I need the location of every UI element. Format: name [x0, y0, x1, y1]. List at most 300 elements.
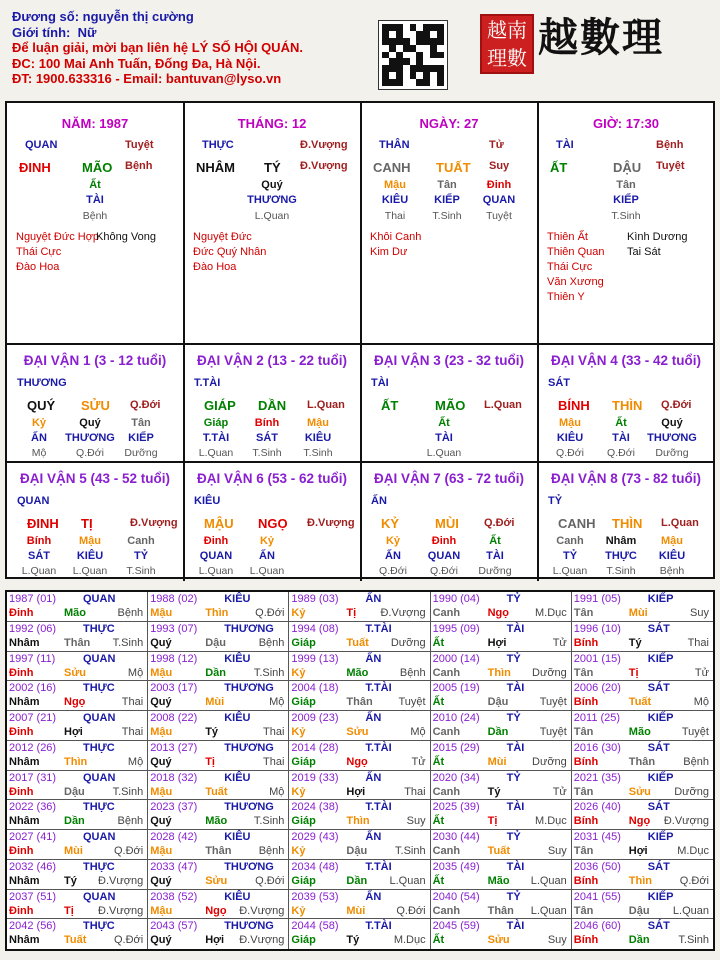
seal-char: 理 — [487, 46, 507, 70]
year-label: 1991 (05) — [573, 593, 621, 605]
pillar-top-stage: Tử — [489, 139, 504, 151]
year-god: QUAN — [83, 771, 116, 784]
dai-van-title: ĐẠI VẬN 6 (53 - 62 tuổi) — [196, 471, 348, 486]
year-cell — [7, 741, 148, 771]
star-name: Thiên Y — [547, 291, 585, 303]
pillar-stem: NHÂM — [196, 160, 235, 175]
hidden-god: THƯƠNG — [247, 194, 297, 206]
dai-van-stage: L.Quan — [307, 399, 345, 411]
dai-van-hidden-stem: Quý — [79, 417, 101, 429]
year-cell — [431, 711, 572, 741]
year-stage: L.Quan — [530, 904, 567, 917]
hidden-god: TÀI — [86, 194, 104, 206]
dai-van-branch: THÌN — [612, 398, 643, 413]
year-branch: Mùi — [487, 755, 507, 768]
dai-van-cell — [538, 463, 714, 581]
year-god: TÀI — [506, 860, 525, 873]
year-cell — [572, 890, 713, 920]
year-label: 2004 (18) — [291, 682, 339, 695]
year-stem: Canh — [432, 607, 461, 619]
year-label: 2006 (20) — [573, 682, 621, 695]
star-row — [16, 230, 156, 245]
year-stage: T.Sinh — [112, 636, 144, 649]
pillar-stem: ĐINH — [19, 160, 51, 175]
year-stem: Kỷ — [291, 607, 306, 619]
year-branch: Dậu — [487, 696, 509, 709]
dai-van-hidden-god: KIẾP — [128, 432, 154, 444]
star-name: Thái Cực — [547, 261, 593, 273]
year-branch: Tuất — [64, 934, 87, 947]
dai-van-hidden-stage: Q.Đới — [556, 447, 584, 459]
year-stem: Quý — [150, 815, 172, 828]
dai-van-cell — [361, 345, 539, 463]
pillar-branch-stage: Đ.Vượng — [300, 160, 348, 172]
year-cell — [431, 681, 572, 711]
year-stage: Dưỡng — [532, 666, 567, 679]
dai-van-hidden-stage: Mộ — [31, 447, 47, 459]
year-stem: Đinh — [9, 726, 34, 738]
year-god: KIẾP — [647, 712, 674, 724]
dai-van-hidden-stem: Bính — [254, 417, 280, 429]
year-label: 1997 (11) — [9, 652, 56, 665]
dai-van-hidden-god: SÁT — [28, 550, 50, 562]
dai-van-hidden-god: SÁT — [256, 432, 278, 444]
star-name: Thái Cực — [16, 246, 62, 258]
year-god: THƯƠNG — [224, 860, 274, 873]
year-stage: Q.Đới — [113, 845, 144, 857]
pillar-stars — [16, 230, 156, 275]
year-cell — [7, 919, 148, 949]
dai-van-god: SÁT — [548, 377, 570, 389]
year-label: 2015 (29) — [432, 741, 480, 754]
year-branch: Mão — [628, 726, 651, 738]
hidden-stem: Đinh — [486, 179, 512, 191]
year-cell — [289, 890, 430, 920]
year-cell — [7, 771, 148, 801]
year-label: 2044 (58) — [291, 920, 339, 933]
year-cell — [148, 622, 289, 652]
year-cell — [148, 830, 289, 860]
year-stem: Bính — [573, 934, 599, 947]
dai-van-cell — [184, 345, 362, 463]
year-label: 2016 (30) — [573, 741, 621, 754]
hidden-stage: Tuyệt — [486, 210, 512, 222]
year-label: 1995 (09) — [432, 622, 480, 635]
year-cell — [572, 711, 713, 741]
year-label: 1994 (08) — [291, 622, 339, 635]
year-god: KIẾP — [647, 890, 674, 903]
year-branch: Ngọ — [205, 904, 227, 917]
year-god: SÁT — [647, 920, 670, 933]
star-name: Nguyệt Đức Hợp — [16, 231, 100, 243]
year-label: 2036 (50) — [573, 860, 621, 873]
year-cell — [572, 741, 713, 771]
year-label: 2011 (25) — [573, 712, 621, 724]
year-label: 2034 (48) — [291, 860, 339, 873]
dai-van-hidden-stage: T.Sinh — [606, 565, 636, 577]
dai-van-branch: MÃO — [435, 398, 466, 413]
year-stage: Tử — [694, 666, 709, 679]
year-label: 2021 (35) — [573, 771, 621, 784]
year-god: SÁT — [647, 801, 670, 814]
year-stem: Tân — [573, 607, 594, 619]
year-god: KIÊU — [224, 771, 251, 784]
year-god: TÀI — [506, 622, 525, 635]
phone-email-line: ĐT: 1900.633316 - Email: bantuvan@lyso.vn — [12, 71, 282, 86]
year-label: 2046 (60) — [573, 920, 621, 933]
year-stem: Mậu — [150, 845, 173, 857]
year-god: KIÊU — [224, 652, 251, 665]
year-branch: Dậu — [205, 636, 226, 649]
year-god: SÁT — [647, 622, 670, 635]
pillar-title: NGÀY: 27 — [419, 116, 479, 131]
year-stage: Mộ — [127, 755, 144, 768]
year-branch: Mùi — [346, 904, 366, 917]
hidden-god: KIẾP — [434, 194, 460, 206]
year-god: THƯƠNG — [224, 801, 274, 814]
star-row — [547, 245, 661, 260]
year-label: 2019 (33) — [291, 771, 339, 784]
year-god: THƯƠNG — [224, 622, 274, 635]
year-god: QUAN — [83, 593, 116, 605]
hidden-stem: Tân — [437, 179, 457, 191]
pillar-top-god: THỰC — [202, 139, 234, 151]
dai-van-hidden-stage: T.Sinh — [303, 447, 333, 459]
dai-van-hidden-stage: T.Sinh — [126, 565, 156, 577]
year-branch: Mão — [346, 666, 369, 679]
pillar-branch: TUẤT — [436, 160, 471, 175]
star-row — [370, 230, 421, 245]
year-stage: Tử — [552, 785, 567, 798]
year-god: TÀI — [506, 920, 525, 933]
year-stem: Đinh — [9, 607, 34, 619]
hidden-stem: Mậu — [384, 179, 406, 191]
year-branch: Tị — [628, 666, 639, 679]
year-label: 2029 (43) — [291, 831, 339, 843]
pillar-stem: CANH — [373, 160, 411, 175]
year-stem: Nhâm — [9, 755, 40, 768]
year-cell — [7, 830, 148, 860]
dai-van-god: TỶ — [548, 495, 563, 507]
star-name: Đào Hoa — [16, 261, 60, 273]
year-god: T.TÀI — [365, 920, 392, 933]
year-stage: T.Sinh — [253, 815, 285, 828]
hidden-stage: T.Sinh — [432, 210, 462, 222]
year-cell — [572, 800, 713, 830]
year-label: 2024 (38) — [291, 801, 339, 814]
dai-van-title: ĐẠI VẬN 8 (73 - 82 tuổi) — [550, 471, 702, 486]
year-cell — [7, 800, 148, 830]
star-row — [193, 260, 266, 275]
year-stage: Đ.Vượng — [663, 815, 709, 828]
year-stem: Quý — [150, 636, 172, 649]
year-label: 2031 (45) — [573, 831, 621, 843]
dai-van-row-1 — [7, 343, 713, 461]
year-stage: Thai — [121, 726, 144, 738]
year-stem: Giáp — [291, 755, 316, 768]
dai-van-hidden-god: TÀI — [486, 550, 504, 562]
year-stem: Ất — [432, 696, 445, 709]
year-stage: Đ.Vượng — [98, 904, 144, 917]
dai-van-stem: ĐINH — [27, 516, 59, 531]
year-god: KIẾP — [647, 831, 674, 843]
pillar-title: NĂM: 1987 — [61, 116, 129, 131]
year-label: 2038 (52) — [150, 890, 198, 903]
year-branch: Mão — [64, 607, 86, 619]
year-cell — [289, 741, 430, 771]
hidden-god: KIẾP — [613, 194, 639, 206]
year-stage: Dưỡng — [390, 636, 426, 649]
year-branch: Thìn — [64, 755, 88, 768]
year-cell — [431, 652, 572, 682]
year-god: QUAN — [83, 831, 116, 843]
year-label: 2014 (28) — [291, 741, 339, 754]
dai-van-hidden-stage: Q.Đới — [379, 565, 407, 577]
year-god: TÀI — [506, 801, 525, 814]
year-stage: Q.Đới — [679, 874, 709, 887]
dai-van-hidden-stage: L.Quan — [249, 565, 285, 577]
year-god: KIÊU — [224, 712, 251, 724]
pillar-stars — [193, 230, 266, 275]
year-stage: Mộ — [127, 666, 144, 679]
year-branch: Hợi — [205, 934, 225, 947]
year-stage: Đ.Vượng — [98, 874, 144, 887]
year-label: 2027 (41) — [9, 831, 57, 843]
year-stage: T.Sinh — [112, 785, 144, 798]
year-cell — [7, 860, 148, 890]
year-cell — [148, 741, 289, 771]
dai-van-branch: NGỌ — [258, 516, 288, 531]
year-stem: Đinh — [9, 666, 34, 679]
year-stage: Tuyệt — [539, 726, 567, 738]
year-cell — [431, 771, 572, 801]
year-stage: Suy — [690, 607, 709, 619]
year-branch: Tị — [487, 815, 498, 828]
year-god: THỰC — [83, 682, 115, 695]
dai-van-hidden-god: ẤN — [31, 432, 47, 444]
pillar-branch: MÃO — [82, 160, 113, 175]
year-label: 1988 (02) — [150, 593, 198, 605]
year-stage: Bệnh — [683, 755, 709, 768]
dai-van-hidden-god: TÀI — [612, 432, 630, 444]
pillar-top-stage: Tuyệt — [125, 139, 154, 151]
year-branch: Sửu — [205, 874, 228, 887]
year-stem: Bính — [573, 874, 599, 887]
qr-code[interactable] — [378, 20, 448, 90]
year-label: 1992 (06) — [9, 622, 57, 635]
dai-van-god: ẤN — [371, 495, 387, 507]
year-branch: Thìn — [487, 666, 511, 679]
year-stage: Đ.Vượng — [380, 607, 426, 619]
dai-van-hidden-stem: Kỷ — [259, 535, 275, 547]
star-row — [193, 245, 266, 260]
star-name: Thiên Ất — [547, 231, 588, 243]
year-stem: Quý — [150, 755, 172, 768]
address-line: ĐC: 100 Mai Anh Tuấn, Đống Đa, Hà Nội. — [12, 55, 261, 71]
year-stage: Q.Đới — [255, 874, 285, 887]
year-god: TỶ — [506, 771, 521, 784]
year-stem: Kỷ — [291, 666, 306, 679]
year-god: TÀI — [506, 741, 525, 754]
year-cell — [7, 711, 148, 741]
year-branch: Thìn — [205, 607, 229, 619]
year-god: THƯƠNG — [224, 920, 274, 933]
dai-van-branch: MÙI — [435, 516, 459, 531]
year-stage: T.Sinh — [253, 666, 285, 679]
year-god: SÁT — [647, 860, 670, 873]
gender-value: Nữ — [77, 24, 97, 40]
dai-van-hidden-stem: Mậu — [79, 535, 101, 547]
year-cell — [7, 652, 148, 682]
dai-van-god: TÀI — [371, 377, 389, 389]
star-name: Khôi Canh — [370, 231, 422, 243]
dai-van-hidden-stage: Q.Đới — [430, 565, 458, 577]
dai-van-row-2 — [7, 461, 713, 579]
dai-van-god: T.TÀI — [194, 377, 221, 389]
year-label: 1996 (10) — [573, 622, 621, 635]
year-cell — [289, 622, 430, 652]
year-stem: Mậu — [150, 785, 173, 798]
year-stem: Đinh — [9, 904, 34, 917]
year-branch: Dần — [487, 726, 509, 738]
year-god: ẤN — [365, 890, 382, 903]
year-god: THỰC — [83, 801, 115, 814]
star-name-2: Không Vong — [96, 231, 156, 243]
dai-van-hidden-god: KIÊU — [304, 432, 332, 444]
year-cell — [572, 830, 713, 860]
dai-van-hidden-stem: Nhâm — [605, 535, 637, 547]
dai-van-cell — [184, 463, 362, 581]
star-row — [547, 290, 604, 305]
gender-label: Giới tính: — [12, 24, 71, 40]
dai-van-stage: L.Quan — [661, 517, 699, 529]
year-branch: Ngọ — [346, 755, 368, 768]
star-row — [16, 260, 99, 275]
dai-van-stem: QUÝ — [27, 398, 56, 413]
pillar-branch: TÝ — [264, 160, 281, 175]
year-god: ẤN — [365, 831, 382, 843]
year-stage: Bệnh — [258, 845, 285, 857]
dai-van-stem: BÍNH — [558, 398, 590, 413]
star-name-2: Kình Dương — [627, 231, 688, 243]
year-stage: M.Dục — [393, 934, 426, 947]
year-cell — [431, 919, 572, 949]
year-stem: Mậu — [150, 666, 173, 679]
year-stem: Mậu — [150, 607, 173, 619]
year-stage: Q.Đới — [113, 934, 144, 947]
year-branch: Tý — [628, 636, 642, 649]
dai-van-cell — [538, 345, 714, 463]
year-god: T.TÀI — [365, 860, 392, 873]
year-label: 2040 (54) — [432, 890, 480, 903]
pillar-branch: DẬU — [613, 160, 642, 175]
year-stage: Bệnh — [258, 636, 285, 649]
year-cell — [148, 681, 289, 711]
year-stem: Đinh — [9, 785, 34, 798]
year-label: 2035 (49) — [432, 860, 480, 873]
dai-van-stage: Đ.Vượng — [307, 517, 355, 529]
year-stem: Nhâm — [9, 696, 40, 709]
year-stage: T.Sinh — [678, 934, 709, 947]
year-branch: Dần — [64, 815, 85, 828]
year-cell — [572, 860, 713, 890]
star-name: Đức Quý Nhân — [193, 246, 267, 258]
year-label: 2018 (32) — [150, 771, 198, 784]
pillar-title: GIỜ: 17:30 — [592, 116, 659, 131]
dai-van-hidden-stem: Đinh — [431, 535, 457, 547]
year-stem: Kỷ — [291, 785, 306, 798]
year-stem: Tân — [573, 785, 594, 798]
year-label: 2002 (16) — [9, 682, 57, 695]
year-cell — [431, 622, 572, 652]
year-stem: Quý — [150, 934, 172, 947]
year-label: 1998 (12) — [150, 652, 198, 665]
dai-van-hidden-stem: Canh — [556, 535, 584, 547]
dai-van-branch: THÌN — [612, 516, 643, 531]
year-cell — [148, 890, 289, 920]
dai-van-hidden-stem: Ất — [615, 417, 627, 429]
star-row — [370, 245, 421, 260]
year-stage: Q.Đới — [255, 607, 285, 619]
chart-table — [5, 101, 715, 579]
year-stage: Mộ — [269, 696, 285, 709]
hidden-stem: Ất — [89, 179, 101, 191]
year-cell — [148, 771, 289, 801]
year-label: 2043 (57) — [150, 920, 198, 933]
year-stage: Bệnh — [117, 815, 144, 828]
dai-van-stem: KỶ — [381, 516, 400, 531]
pillar-branch-stage: Bệnh — [125, 160, 153, 172]
year-cell — [7, 622, 148, 652]
year-cell — [431, 830, 572, 860]
yearly-luck-grid — [5, 590, 715, 951]
year-stage: T.Sinh — [395, 845, 426, 857]
year-label: 1987 (01) — [9, 593, 57, 605]
year-cell — [148, 800, 289, 830]
year-stem: Mậu — [150, 726, 173, 738]
year-label: 2010 (24) — [432, 712, 480, 724]
dai-van-hidden-stage: Dưỡng — [655, 447, 689, 459]
year-branch: Dậu — [346, 845, 368, 857]
owner-name: nguyễn thị cường — [82, 9, 194, 24]
year-stage: Tuyệt — [539, 696, 567, 709]
year-label: 2012 (26) — [9, 741, 57, 754]
year-god: TÀI — [506, 682, 525, 695]
year-god: TỶ — [506, 593, 521, 605]
year-god: THỰC — [83, 920, 115, 933]
year-cell — [572, 681, 713, 711]
dai-van-hidden-stem: Đinh — [203, 535, 229, 547]
year-label: 1990 (04) — [432, 593, 480, 605]
dai-van-hidden-stage: L.Quan — [72, 565, 108, 577]
year-label: 2033 (47) — [150, 860, 198, 873]
year-cell — [431, 890, 572, 920]
year-stage: Mộ — [269, 785, 285, 798]
year-stem: Giáp — [291, 696, 316, 709]
year-branch: Tị — [346, 607, 357, 619]
year-label: 2025 (39) — [432, 801, 480, 814]
dai-van-stage: Q.Đới — [130, 399, 161, 411]
dai-van-hidden-god: TÀI — [435, 432, 453, 444]
year-branch: Hợi — [346, 785, 366, 798]
year-label: 2003 (17) — [150, 682, 198, 695]
year-stem: Giáp — [291, 636, 316, 649]
year-branch: Hợi — [487, 636, 507, 649]
year-god: ẤN — [365, 652, 382, 665]
year-stage: Mộ — [410, 726, 426, 738]
dai-van-branch: SỬU — [81, 398, 110, 413]
year-stage: Thai — [262, 726, 285, 738]
